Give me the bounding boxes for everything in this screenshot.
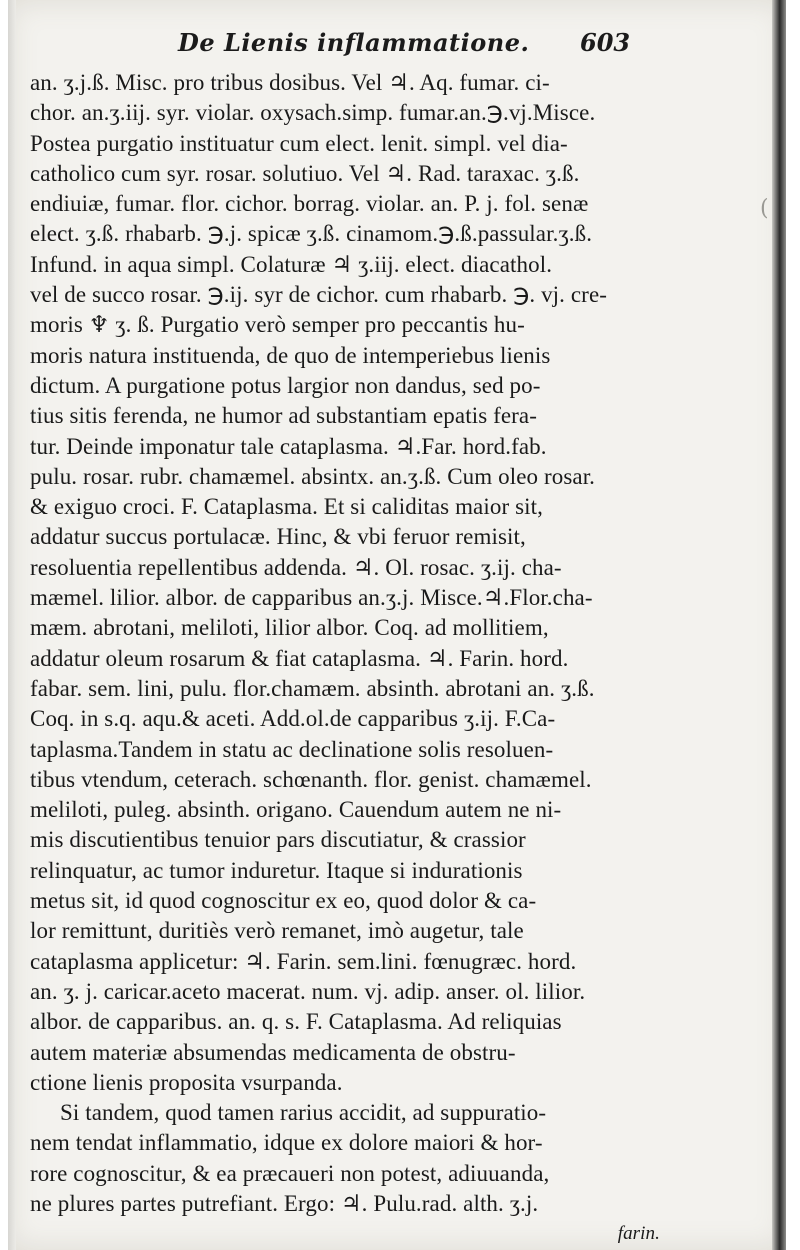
- text-line: an. ʒ.j.ß. Misc. pro tribus dosibus. Vel ♃. Aq. fumar. ci-: [30, 70, 550, 95]
- running-title: De Lienis inflammatione.: [178, 28, 530, 57]
- text-line: Postea purgatio instituatur cum elect. lenit. simpl. vel dia-: [30, 130, 568, 156]
- text-line: Coq. in s.q. aqu.& aceti. Add.ol.de capparibus ʒ.ij. F.Ca-: [30, 706, 556, 732]
- text-line: an. ʒ. j. caricar.aceto macerat. num. vj. adip. anser. ol. lilior.: [30, 978, 586, 1004]
- text-line: elect. ʒ.ß. rhabarb. ℈.j. spicæ ʒ.ß. cinamom.℈.ß.passular.ʒ.ß.: [30, 221, 593, 247]
- book-page: [8, 0, 786, 1250]
- text-line: albor. de capparibus. an. q. s. F. Cataplasma. Ad reliquias: [30, 1009, 562, 1035]
- text-line: tius sitis ferenda, ne humor ad substantiam epatis fera-: [30, 403, 537, 429]
- body-text: [30, 68, 660, 1250]
- text-line: cataplasma applicetur: ♃. Farin. sem.lini. fœnugræc. hord.: [30, 948, 577, 974]
- text-line: resoluentia repellentibus addenda. ♃. Ol. rosac. ʒ.ij. cha-: [30, 554, 562, 580]
- text-line: addatur oleum rosarum & fiat cataplasma. ♃. Farin. hord.: [30, 645, 569, 671]
- text-line: ne plures partes putrefiant. Ergo: ♃. Pulu.rad. alth. ʒ.j.: [30, 1190, 539, 1216]
- text-line: Si tandem, quod tamen rarius accidit, ad suppuratio-: [60, 1100, 547, 1126]
- text-line: rore cognoscitur, & ea præcaueri non potest, adiuuanda,: [30, 1160, 550, 1186]
- text-line: tibus vtendum, ceterach. schœnanth. flor. genist. chamæmel.: [30, 766, 592, 792]
- text-line: Infund. in aqua simpl. Colaturæ ♃ ʒ.iij. elect. diacathol.: [30, 251, 553, 277]
- text-line: moris natura instituenda, de quo de intemperiebus lienis: [30, 342, 551, 368]
- page-number: 603: [580, 28, 631, 57]
- text-line: metus sit, id quod cognoscitur ex eo, quod dolor & ca-: [30, 888, 537, 914]
- text-line: catholico cum syr. rosar. solutiuo. Vel ♃. Rad. taraxac. ʒ.ß.: [30, 160, 580, 186]
- margin-bracket-mark: (: [760, 196, 769, 221]
- text-line: lor remittunt, duritiès verò remanet, imò augetur, tale: [30, 918, 524, 944]
- text-line: chor. an.ʒ.iij. syr. violar. oxysach.simp. fumar.an.℈.vj.Misce.: [30, 100, 596, 126]
- text-line: mæm. abrotani, meliloti, lilior albor. Coq. ad mollitiem,: [30, 615, 549, 641]
- text-line: ctione lienis proposita vsurpanda.: [30, 1069, 343, 1095]
- text-line: tur. Deinde imponatur tale cataplasma. ♃.Far. hord.fab.: [30, 433, 547, 459]
- text-line: meliloti, puleg. absinth. origano. Cauendum autem ne ni-: [30, 797, 562, 823]
- text-line: & exiguo croci. F. Cataplasma. Et si caliditas maior sit,: [30, 494, 543, 520]
- text-line: relinquatur, ac tumor induretur. Itaque si indurationis: [30, 857, 523, 883]
- text-line: mis discutientibus tenuior pars discutiatur, & crassior: [30, 827, 526, 853]
- text-line: vel de succo rosar. ℈.ij. syr de cichor. cum rhabarb. ℈. vj. cre-: [30, 282, 608, 308]
- text-line: taplasma.Tandem in statu ac declinatione solis resoluen-: [30, 736, 554, 762]
- text-line: endiuiæ, fumar. flor. cichor. borrag. violar. an. P. j. fol. senæ: [30, 191, 589, 217]
- text-line: nem tendat inflammatio, idque ex dolore maiori & hor-: [30, 1130, 543, 1156]
- catchword: farin.: [617, 1223, 660, 1245]
- text-line: autem materiæ absumendas medicamenta de obstru-: [30, 1039, 516, 1065]
- text-line: fabar. sem. lini, pulu. flor.chamæm. absinth. abrotani an. ʒ.ß.: [30, 675, 595, 701]
- text-line: addatur succus portulacæ. Hinc, & vbi feruor remisit,: [30, 524, 526, 550]
- book-spine-edge: [772, 0, 786, 1250]
- text-line: mæmel. lilior. albor. de capparibus an.ʒ.j. Misce.♃.Flor.cha-: [30, 585, 593, 611]
- text-line: moris ♆ ʒ. ß. Purgatio verò semper pro peccantis hu-: [30, 312, 525, 338]
- text-line: dictum. A purgatione potus largior non dandus, sed po-: [30, 372, 541, 398]
- text-line: pulu. rosar. rubr. chamæmel. absintx. an.ʒ.ß. Cum oleo rosar.: [30, 463, 596, 489]
- page-gutter-edge: [8, 0, 16, 1250]
